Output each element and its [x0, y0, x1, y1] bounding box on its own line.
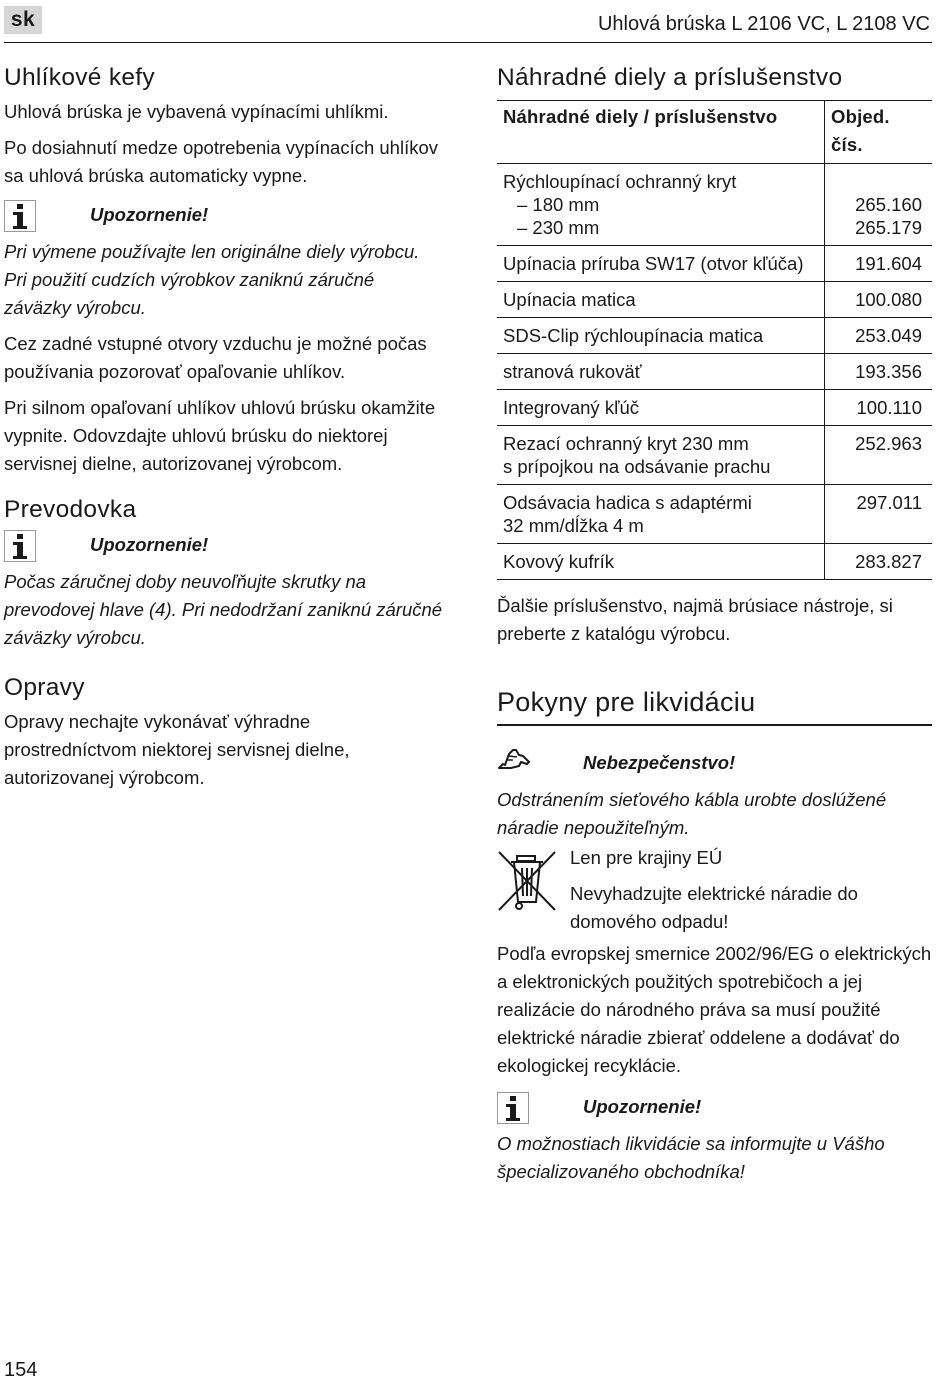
- language-badge: sk: [4, 6, 42, 34]
- eu-disposal-text: Nevyhadzujte elektrické náradie do domového odpadu!: [570, 883, 858, 932]
- header-divider: [4, 42, 932, 43]
- part-name: Kovový kufrík: [497, 544, 825, 580]
- part-name: SDS-Clip rýchloupínacia matica: [497, 318, 825, 354]
- section-heading-disposal: Pokyny pre likvidáciu: [497, 687, 756, 717]
- part-name-line2: 32 mm/dĺžka 4 m: [503, 515, 644, 536]
- order-number: 193.356: [825, 354, 933, 390]
- part-name: Rezací ochranný kryt 230 mm: [503, 433, 749, 454]
- spare-parts-table: [497, 100, 932, 580]
- paragraph: Podľa evropskej smernice 2002/96/EG o elektrických a elektronických použitých spotrebičoch a jej realizácie do národného práva sa musí použité elektrické náradie zbierať oddelene a dodávať do ekologickej recyklácie.: [497, 943, 932, 1076]
- section-heading-carbon-brushes: Uhlíkové kefy: [4, 64, 155, 91]
- section-heading-gearbox: Prevodovka: [4, 496, 137, 523]
- paragraph: Ďalšie príslušenstvo, najmä brúsiace nástroje, si preberte z katalógu výrobcu.: [497, 595, 893, 644]
- section-heading-repairs: Opravy: [4, 674, 85, 701]
- paragraph: Cez zadné vstupné otvory vzduchu je možné počas používania pozorovať opaľovanie uhlíkov.: [4, 333, 427, 382]
- part-variant: – 180 mm: [517, 194, 600, 215]
- info-note-icon: [497, 1092, 529, 1124]
- danger-callout: [497, 748, 932, 784]
- right-column: [497, 62, 932, 1194]
- order-number: 100.080: [825, 282, 933, 318]
- danger-label: Nebezpečenstvo!: [583, 752, 736, 773]
- table-row: [497, 426, 932, 485]
- order-number: 191.604: [825, 246, 933, 282]
- order-number: 265.160: [855, 194, 922, 215]
- warning-hand-icon: [497, 748, 531, 780]
- paragraph: Opravy nechajte vykonávať výhradne prostredníctvom niektorej servisnej dielne, autorizovanej výrobcom.: [4, 711, 350, 788]
- column-header-order-no: Objed. čís.: [825, 101, 933, 164]
- section-heading-spare-parts: Náhradné diely a príslušenstvo: [497, 64, 843, 91]
- part-name: Rýchloupínací ochranný kryt: [503, 171, 737, 192]
- section-divider: [497, 724, 932, 726]
- note-callout: [497, 1092, 932, 1128]
- column-header-part: Náhradné diely / príslušenstvo: [497, 101, 825, 164]
- left-column: [4, 62, 444, 800]
- paragraph: Uhlová brúska je vybavená vypínacími uhlíkmi.: [4, 101, 389, 122]
- note-callout: [4, 530, 444, 566]
- note-label: Upozornenie!: [583, 1096, 702, 1117]
- part-name: Upínacia príruba SW17 (otvor kľúča): [497, 246, 825, 282]
- note-text: Počas záručnej doby neuvoľňujte skrutky na prevodovej hlave (4). Pri nedodržaní zaniknú záručné záväzky výrobcu.: [4, 571, 443, 648]
- table-row: [497, 544, 932, 580]
- note-label: Upozornenie!: [90, 204, 209, 225]
- paragraph: Pri silnom opaľovaní uhlíkov uhlovú brúsku okamžite vypnite. Odovzdajte uhlovú brúsku do niektorej servisnej dielne, autorizovanej výrobcom.: [4, 397, 436, 474]
- note-text: O možnostiach likvidácie sa informujte u Vášho špecializovaného obchodníka!: [497, 1133, 885, 1182]
- page-number: 154: [4, 1359, 38, 1381]
- table-row: [497, 246, 932, 282]
- table-row: [497, 390, 932, 426]
- part-name: Integrovaný kľúč: [497, 390, 825, 426]
- order-number: 297.011: [825, 485, 933, 544]
- table-row: [497, 354, 932, 390]
- note-text: Pri výmene používajte len originálne diely výrobcu. Pri použití cudzích výrobkov zaniknú záručné záväzky výrobcu.: [4, 241, 420, 318]
- order-number: 100.110: [825, 390, 933, 426]
- order-number: 252.963: [825, 426, 933, 485]
- order-number: 283.827: [825, 544, 933, 580]
- part-variant: – 230 mm: [517, 217, 600, 238]
- crossed-out-bin-icon: [497, 850, 559, 914]
- table-header-row: [497, 101, 932, 164]
- table-row: [497, 318, 932, 354]
- part-name: stranová rukoväť: [497, 354, 825, 390]
- part-name: Upínacia matica: [497, 282, 825, 318]
- part-name-line2: s prípojkou na odsávanie prachu: [503, 456, 771, 477]
- info-note-icon: [4, 530, 36, 562]
- table-row: [497, 164, 932, 246]
- info-note-icon: [4, 200, 36, 232]
- weee-notice: [497, 847, 932, 932]
- note-callout: [4, 200, 444, 236]
- danger-text: Odstránením sieťového kábla urobte doslúžené náradie nepoužiteľným.: [497, 789, 887, 838]
- order-number: 265.179: [855, 217, 922, 238]
- part-name: Odsávacia hadica s adaptérmi: [503, 492, 752, 513]
- document-title: Uhlová brúska L 2106 VC, L 2108 VC: [597, 13, 930, 35]
- order-number: 253.049: [825, 318, 933, 354]
- table-row: [497, 485, 932, 544]
- paragraph: Po dosiahnutí medze opotrebenia vypínacích uhlíkov sa uhlová brúska automaticky vypne.: [4, 137, 439, 186]
- note-label: Upozornenie!: [90, 534, 209, 555]
- table-row: [497, 282, 932, 318]
- eu-only-label: Len pre krajiny EÚ: [570, 847, 723, 868]
